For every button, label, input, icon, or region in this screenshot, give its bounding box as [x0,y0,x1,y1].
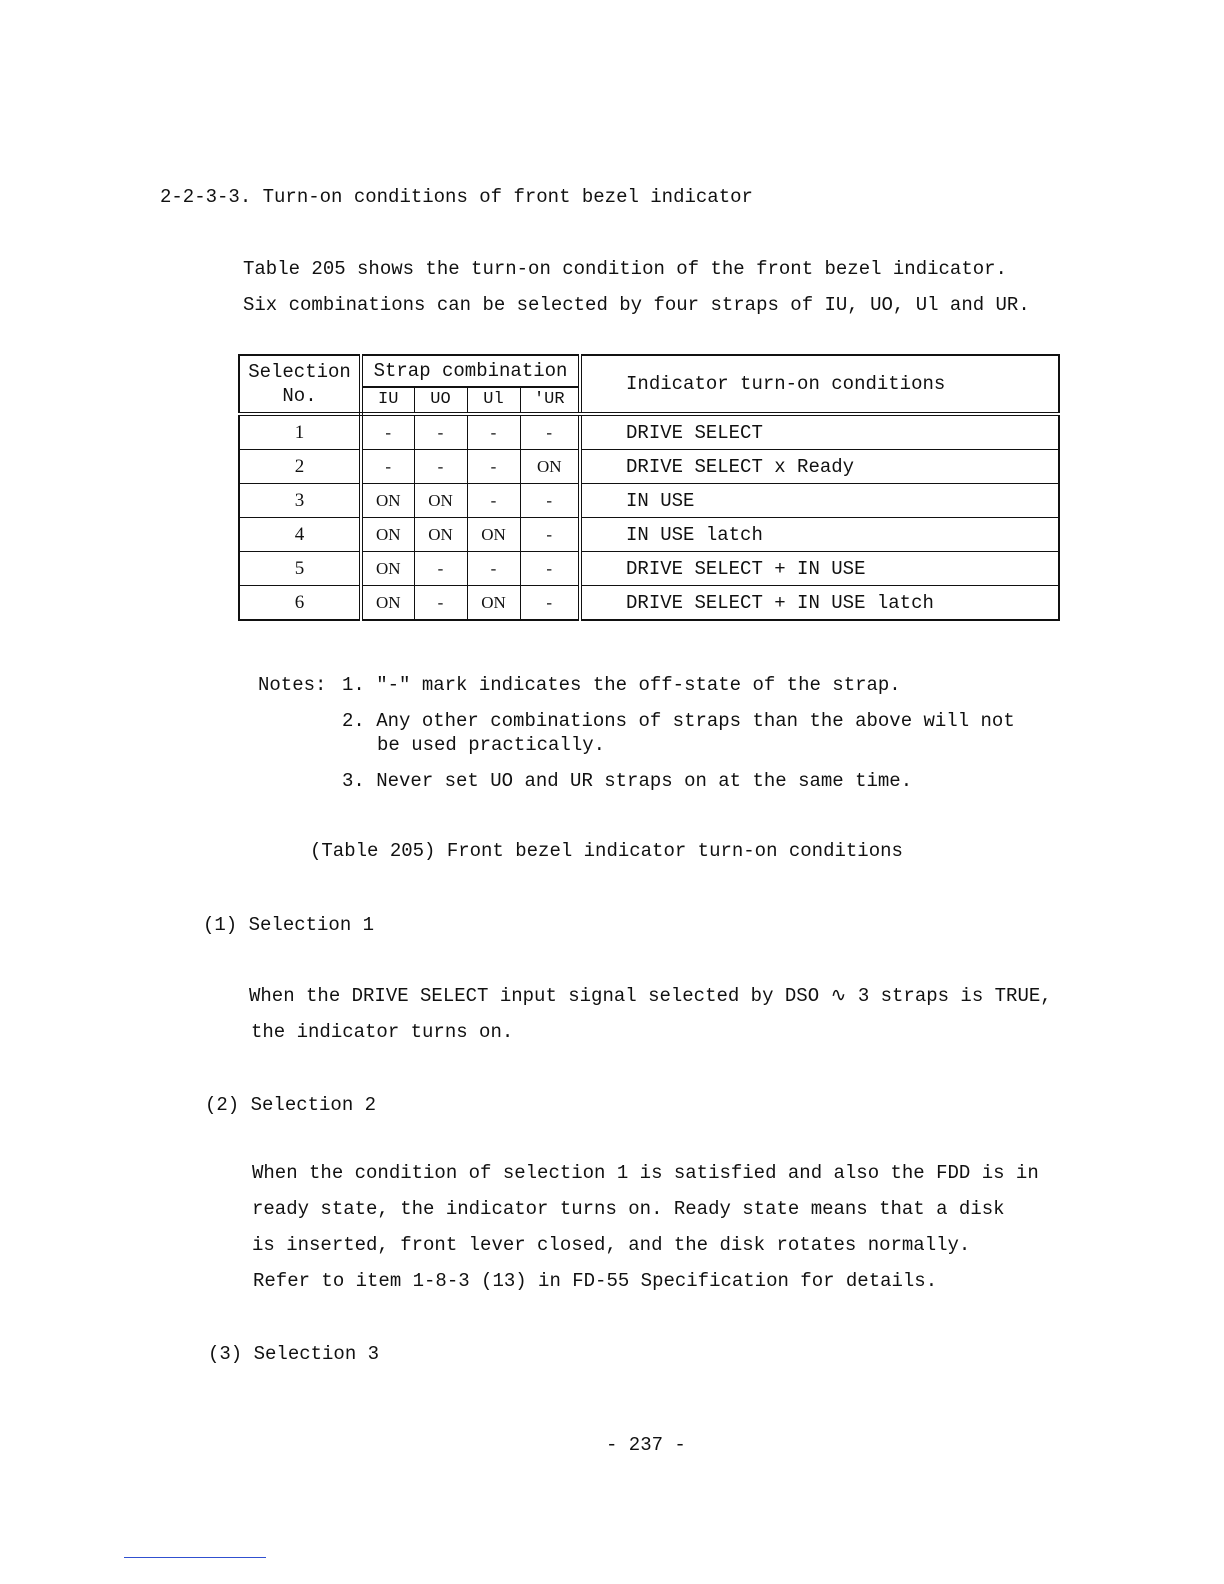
cell-iu: - [361,414,414,450]
table-row [239,552,1059,586]
cell-ul: - [467,414,520,450]
cell-condition: DRIVE SELECT [580,414,1059,450]
table-row [239,414,1059,450]
cell-condition: DRIVE SELECT x Ready [580,450,1059,484]
cell-ur: - [520,552,580,586]
cell-no: 4 [239,518,361,552]
selection-1-title: (1) Selection 1 [203,914,375,936]
header-conditions: Indicator turn-on conditions [580,355,1059,414]
header-selection [239,355,361,414]
cell-ur: ON [520,450,580,484]
cell-uo: - [414,414,467,450]
note-3-text: Never set UO and UR straps on at the same time. [376,770,913,792]
header-strap-ul: Ul [467,387,520,414]
cell-iu: ON [361,586,414,621]
cell-ul: - [467,484,520,518]
section-heading: 2-2-3-3. Turn-on conditions of front bezel indicator [160,186,753,208]
intro-line-1: Table 205 shows the turn-on condition of the front bezel indicator. [243,258,1007,280]
selection-2-line-2: ready state, the indicator turns on. Ready state means that a disk [252,1198,1005,1220]
cell-condition: DRIVE SELECT + IN USE latch [580,586,1059,621]
cell-uo: - [414,586,467,621]
cell-no: 6 [239,586,361,621]
header-strap-iu: IU [361,387,414,414]
selection-1-line-2: the indicator turns on. [251,1021,514,1043]
cell-ur: - [520,414,580,450]
table-row [239,484,1059,518]
selection-1-line-1: When the DRIVE SELECT input signal selected by DSO ∿ 3 straps is TRUE, [249,985,1052,1007]
cell-ur: - [520,484,580,518]
header-selection-line1: Selection [248,361,351,383]
cell-uo: ON [414,484,467,518]
cell-condition: DRIVE SELECT + IN USE [580,552,1059,586]
table-caption: (Table 205) Front bezel indicator turn-on conditions [310,840,903,862]
table-row [239,450,1059,484]
header-strap-ur: 'UR [520,387,580,414]
note-1 [342,674,901,696]
note-2-continuation: be used practically. [377,734,606,756]
note-3-number: 3. [342,770,365,792]
selection-2-line-3: is inserted, front lever closed, and the disk rotates normally. [252,1234,971,1256]
cell-uo: - [414,450,467,484]
cell-iu: ON [361,518,414,552]
header-strap-uo: UO [414,387,467,414]
cell-uo: ON [414,518,467,552]
strap-combination-table [238,354,1060,621]
cell-no: 2 [239,450,361,484]
cell-condition: IN USE [580,484,1059,518]
selection-2-line-1: When the condition of selection 1 is satisfied and also the FDD is in [252,1162,1039,1184]
note-2 [342,710,1015,732]
cell-ur: - [520,586,580,621]
cell-ul: - [467,450,520,484]
header-selection-line2: No. [282,385,317,407]
cell-no: 3 [239,484,361,518]
note-1-text: "-" mark indicates the off-state of the strap. [376,674,901,696]
page-number: - 237 - [606,1434,686,1456]
cell-no: 1 [239,414,361,450]
cell-ur: - [520,518,580,552]
note-3 [342,770,912,792]
cell-iu: ON [361,552,414,586]
cell-uo: - [414,552,467,586]
selection-3-title: (3) Selection 3 [208,1343,380,1365]
cell-ul: - [467,552,520,586]
header-strap-combination: Strap combination [361,355,580,387]
note-2-number: 2. [342,710,365,732]
cell-no: 5 [239,552,361,586]
intro-line-2: Six combinations can be selected by four straps of IU, UO, Ul and UR. [243,294,1030,316]
note-2-text: Any other combinations of straps than the above will not [376,710,1015,732]
cell-ul: ON [467,586,520,621]
notes-label: Notes: [258,674,327,696]
table-row [239,518,1059,552]
selection-2-title: (2) Selection 2 [205,1094,377,1116]
cell-iu: ON [361,484,414,518]
footer-rule [124,1557,266,1558]
table-row [239,586,1059,621]
cell-ul: ON [467,518,520,552]
cell-iu: - [361,450,414,484]
note-1-number: 1. [342,674,365,696]
selection-2-line-4: Refer to item 1-8-3 (13) in FD-55 Specification for details. [253,1270,938,1292]
cell-condition: IN USE latch [580,518,1059,552]
